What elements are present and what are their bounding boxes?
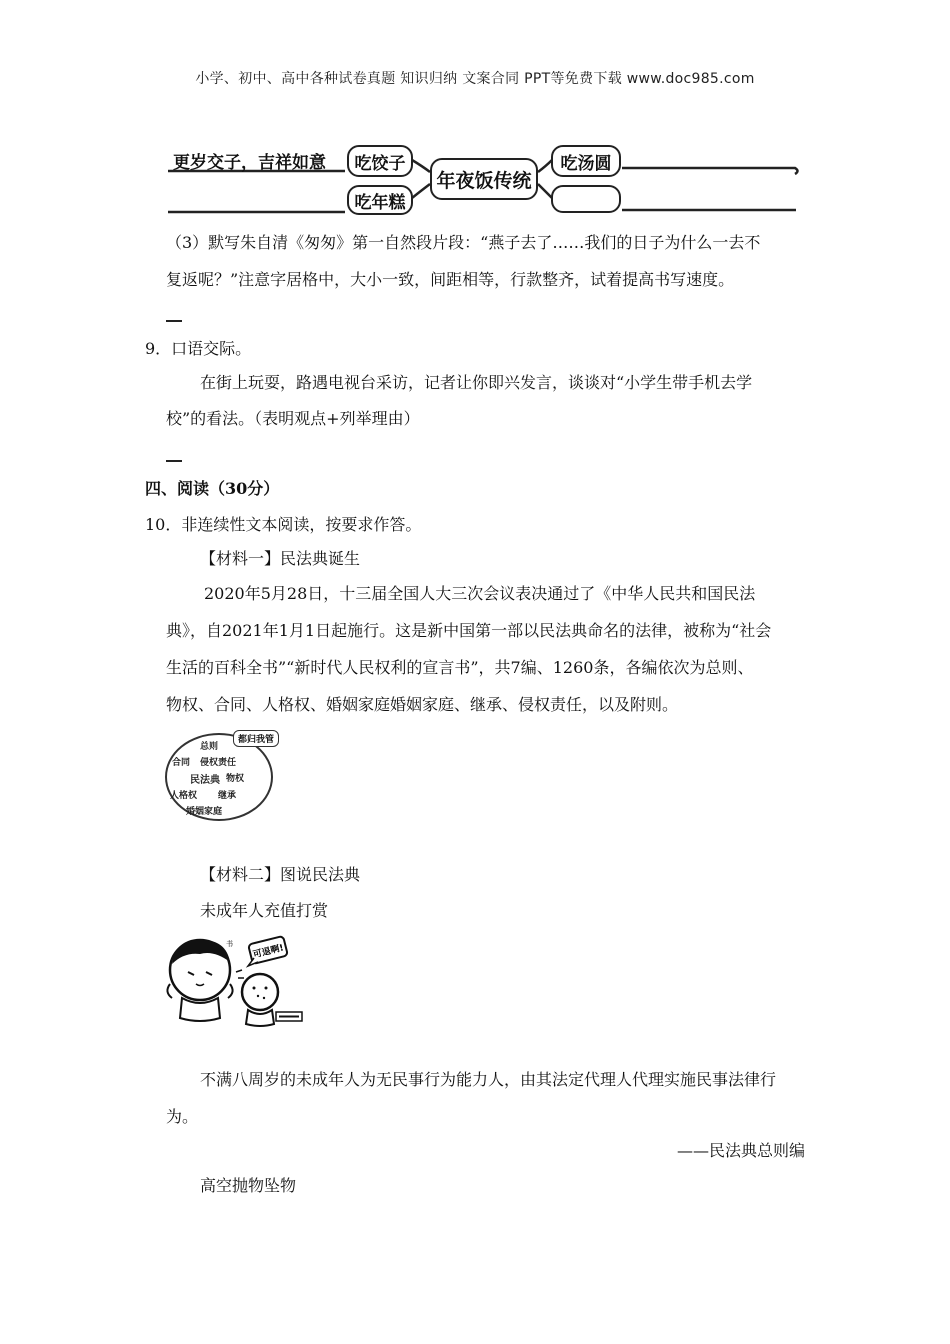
mindmap-center: 年夜饭传统 <box>430 158 538 200</box>
q8-3-line2: 复返呢？”注意字居格中，大小一致，间距相等，行款整齐，试着提高书写速度。 <box>166 270 735 289</box>
circle-minfadian: 民法典 <box>190 775 220 786</box>
mindmap-left-text: 更岁交子，吉祥如意 <box>173 153 326 173</box>
circle-zongze: 总则 <box>200 742 219 752</box>
q8-3-answer-blank[interactable] <box>166 320 182 322</box>
mindmap-box-dumplings: 吃饺子 <box>347 145 413 177</box>
page-header: 小学、初中、高中各种试卷真题 知识归纳 文案合同 PPT等免费下载 www.doc985.com <box>195 71 755 87</box>
circle-wuquan: 物权 <box>226 774 245 784</box>
material2-sub1: 未成年人充值打赏 <box>200 901 329 920</box>
mindmap-box-tangyuan: 吃汤圆 <box>551 145 621 177</box>
material1-line2: 典》，自2021年1月1日起施行。这是新中国第一部以民法典命名的法律，被称为“社会 <box>166 621 772 640</box>
circle-jicheng: 继承 <box>218 791 237 801</box>
q9-line2: 校”的看法。（表明观点+列举理由） <box>166 409 420 428</box>
q9-title: 9．口语交际。 <box>145 339 252 358</box>
circle-hetong: 合同 <box>172 758 191 768</box>
cartoon-bubble-text: 可退啊! <box>252 943 285 961</box>
cartoon-illustration <box>162 932 307 1032</box>
q9-answer-blank[interactable] <box>166 460 182 462</box>
q8-3-line1: （3）默写朱自清《匆匆》第一自然段片段：“燕子去了……我们的日子为什么一去不 <box>166 233 761 252</box>
material1-line1: 2020年5月28日，十三届全国人大三次会议表决通过了《中华人民共和国民法 <box>204 584 756 603</box>
circle-rengequan: 人格权 <box>170 791 198 801</box>
circle-hunyin: 婚姻家庭 <box>186 807 223 817</box>
q9-line1: 在街上玩耍，路遇电视台采访，记者让你即兴发言，谈谈对“小学生带手机去学 <box>200 373 753 392</box>
section4-title: 四、阅读（30分） <box>145 479 280 498</box>
material2-line2: 为。 <box>166 1107 199 1126</box>
cartoon-small-mark: 书 <box>226 940 233 948</box>
mindmap-box-niangao: 吃年糕 <box>347 185 413 215</box>
material1-line4: 物权、合同、人格权、婚姻家庭婚姻家庭、继承、侵权责任，以及附则。 <box>166 695 679 714</box>
q10-title: 10．非连续性文本阅读，按要求作答。 <box>145 515 422 534</box>
material2-source: ——民法典总则编 <box>676 1141 805 1160</box>
mindmap-box-empty[interactable] <box>551 185 621 213</box>
material1-title: 【材料一】民法典诞生 <box>200 549 361 568</box>
material2-line1: 不满八周岁的未成年人为无民事行为能力人，由其法定代理人代理实施民事法律行 <box>200 1070 777 1089</box>
circle-qinquan: 侵权责任 <box>200 758 237 768</box>
material1-line3: 生活的百科全书”“新时代人民权利的宣言书”，共7编、1260条，各编依次为总则、 <box>166 658 754 677</box>
circle-bubble: 都归我管 <box>233 730 279 747</box>
material2-sub2: 高空抛物坠物 <box>200 1176 297 1195</box>
material2-title: 【材料二】图说民法典 <box>200 865 361 884</box>
